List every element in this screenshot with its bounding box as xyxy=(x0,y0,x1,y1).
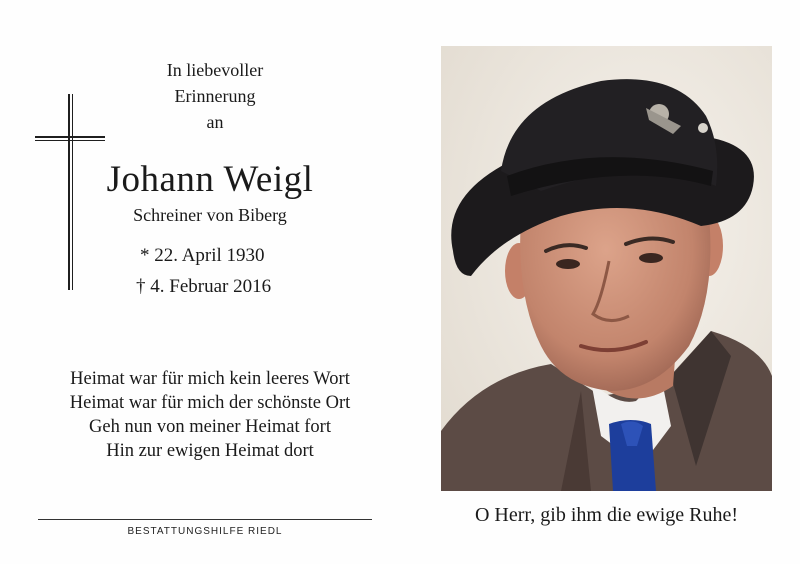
cross-vertical-bar xyxy=(68,94,70,290)
prayer-text: O Herr, gib ihm die ewige Ruhe! xyxy=(474,504,739,526)
portrait-photo xyxy=(441,46,772,491)
memory-line-2: Erinnerung xyxy=(174,86,256,106)
divider-line xyxy=(38,519,372,520)
occupation: Schreiner von Biberg xyxy=(133,205,287,225)
cross-horizontal-bar-inner xyxy=(35,140,105,141)
poem-line: Hin zur ewigen Heimat dort xyxy=(106,441,314,461)
poem-line: Heimat war für mich kein leeres Wort xyxy=(70,369,350,389)
memory-line-3: an xyxy=(206,112,224,132)
poem-line: Geh nun von meiner Heimat fort xyxy=(89,417,331,437)
poem-line: Heimat war für mich der schönste Ort xyxy=(69,393,351,413)
cross-vertical-bar-inner xyxy=(72,94,73,290)
memory-line-1: In liebevoller xyxy=(166,60,264,80)
memory-heading xyxy=(120,57,310,135)
funeral-home: BESTATTUNGSHILFE RIEDL xyxy=(127,526,283,537)
death-date: † 4. Februar 2016 xyxy=(136,276,272,297)
deceased-name: Johann Weigl xyxy=(106,159,314,200)
poem xyxy=(30,367,390,463)
portrait-illustration xyxy=(441,46,772,491)
cross-horizontal-bar xyxy=(35,136,105,138)
birth-date: * 22. April 1930 xyxy=(140,245,265,266)
